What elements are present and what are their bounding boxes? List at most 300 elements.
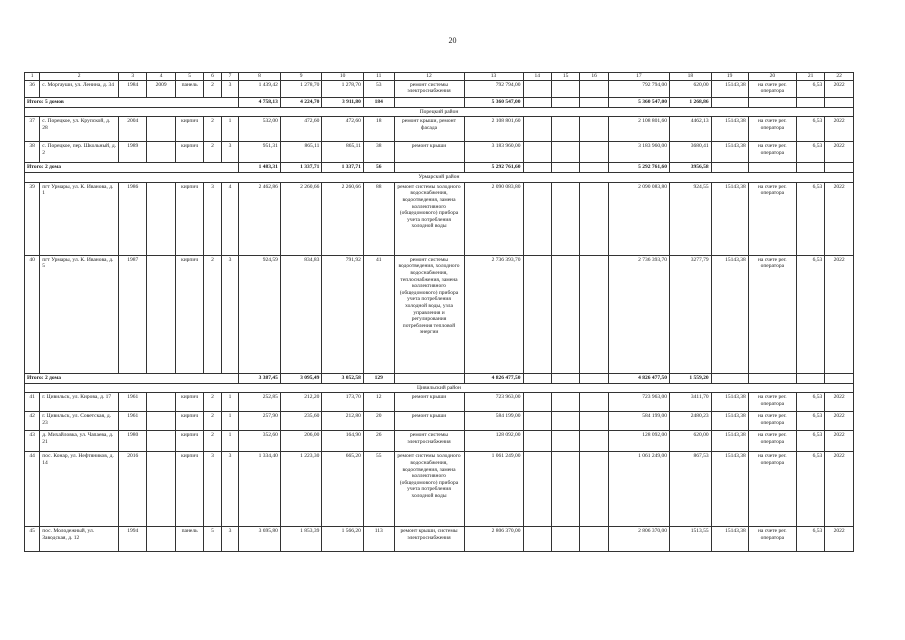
table-cell: 1	[221, 117, 238, 142]
table-cell: 6,53	[796, 431, 824, 452]
district-row	[25, 173, 854, 183]
table-cell: 55	[363, 452, 394, 527]
table-cell: 1513,55	[670, 527, 712, 552]
table-cell: 2022	[825, 142, 854, 163]
table-cell	[147, 412, 175, 431]
table-cell: 252,85	[239, 393, 281, 412]
table-cell: 2 736 393,70	[608, 255, 669, 373]
table-cell: 1987	[119, 255, 147, 373]
table-cell: 3956,58	[670, 163, 712, 173]
table-cell: 128 092,00	[464, 431, 523, 452]
table-cell	[825, 97, 854, 107]
table-cell: ремонт крыши	[394, 412, 464, 431]
table-cell: 4 826 477,50	[464, 373, 523, 383]
table-cell: 37	[25, 117, 40, 142]
table-cell	[523, 255, 551, 373]
table-cell: 5 360 547,00	[464, 97, 523, 107]
table-cell: 3	[221, 142, 238, 163]
table-cell: 45	[25, 527, 40, 552]
table-cell: пгт Урмары, ул. К. Иванова, д. 1	[40, 182, 119, 255]
table-cell: 41	[25, 393, 40, 412]
table-row	[25, 412, 854, 431]
table-cell	[147, 142, 175, 163]
table-cell	[394, 373, 464, 383]
table-cell: 3 911,80	[322, 97, 364, 107]
table-cell	[580, 163, 608, 173]
table-cell: 43	[25, 431, 40, 452]
table-cell: 2	[204, 255, 221, 373]
table-cell: на счете рег. оператора	[748, 527, 796, 552]
table-cell: 3 095,49	[280, 373, 322, 383]
table-cell: на счете рег. оператора	[748, 117, 796, 142]
table-cell: 38	[363, 142, 394, 163]
table-cell: 2022	[825, 452, 854, 527]
table-cell: кирпич	[175, 393, 203, 412]
table-cell: 41	[363, 255, 394, 373]
table-cell: 2009	[147, 80, 175, 97]
table-cell: Цивильский район	[25, 383, 854, 393]
table-cell: 2016	[119, 452, 147, 527]
table-cell	[551, 97, 579, 107]
table-cell: 1 223,30	[280, 452, 322, 527]
table-cell: 9	[280, 73, 322, 81]
table-body	[25, 73, 854, 552]
table-cell: 20	[748, 73, 796, 81]
table-cell: 2022	[825, 412, 854, 431]
table-cell	[147, 452, 175, 527]
table-cell: 36	[25, 80, 40, 97]
table-cell: ремонт крыши	[394, 142, 464, 163]
table-cell: Итого: 5 домов	[25, 97, 239, 107]
table-cell: 2 806 370,00	[608, 527, 669, 552]
table-cell: 14	[523, 73, 551, 81]
table-row	[25, 80, 854, 97]
table-cell: 2 108 801,60	[464, 117, 523, 142]
table-cell: 6,53	[796, 527, 824, 552]
table-cell: кирпич	[175, 452, 203, 527]
table-cell: на счете рег. оператора	[748, 182, 796, 255]
table-cell: 1	[221, 412, 238, 431]
table-cell	[523, 527, 551, 552]
table-cell: 113	[363, 527, 394, 552]
table-cell	[147, 527, 175, 552]
table-cell: 2	[204, 80, 221, 97]
page-number: 20	[448, 36, 457, 45]
table-row	[25, 393, 854, 412]
table-cell: 39	[25, 182, 40, 255]
table-cell: кирпич	[175, 412, 203, 431]
table-cell: 15143,38	[711, 117, 748, 142]
table-cell: кирпич	[175, 255, 203, 373]
table-cell	[523, 97, 551, 107]
table-cell: ремонт крыши, ремонт фасада	[394, 117, 464, 142]
table-cell: 6,53	[796, 182, 824, 255]
table-cell: 3	[221, 527, 238, 552]
table-cell: 472,60	[322, 117, 364, 142]
table-cell: 20	[363, 412, 394, 431]
table-cell: 2	[204, 142, 221, 163]
table-cell: 12	[394, 73, 464, 81]
table-cell: 56	[363, 163, 394, 173]
table-cell	[551, 373, 579, 383]
table-cell: 2 090 083,80	[464, 182, 523, 255]
table-cell: 184	[363, 97, 394, 107]
table-cell: 584 199,00	[608, 412, 669, 431]
table-cell	[580, 255, 608, 373]
table-cell	[796, 373, 824, 383]
table-cell: 665,20	[322, 452, 364, 527]
table-cell: 1 278,70	[280, 80, 322, 97]
table-cell: 951,31	[239, 142, 281, 163]
table-cell	[523, 182, 551, 255]
table-row	[25, 431, 854, 452]
table-cell: 15143,38	[711, 255, 748, 373]
table-cell: 128 092,00	[608, 431, 669, 452]
table-cell	[523, 142, 551, 163]
table-cell: 3277,79	[670, 255, 712, 373]
table-cell: 2	[204, 431, 221, 452]
table-cell: 792 794,00	[464, 80, 523, 97]
table-cell: 1 853,39	[280, 527, 322, 552]
table-cell: пос. Конар, ул. Нефтяников, д. 14	[40, 452, 119, 527]
table-cell	[711, 373, 748, 383]
table-cell: 6,53	[796, 80, 824, 97]
table-cell	[580, 373, 608, 383]
table-cell: 2480,23	[670, 412, 712, 431]
table-cell: 3 387,45	[239, 373, 281, 383]
table-cell: 1 559,20	[670, 373, 712, 383]
table-cell: 5	[175, 73, 203, 81]
table-cell: 584 199,00	[464, 412, 523, 431]
table-cell: 2	[204, 412, 221, 431]
table-cell: 3411,70	[670, 393, 712, 412]
table-cell	[551, 163, 579, 173]
table-cell: 792 794,00	[608, 80, 669, 97]
table-cell	[796, 97, 824, 107]
table-cell: 1 483,31	[239, 163, 281, 173]
table-cell: 4	[221, 182, 238, 255]
table-cell: на счете рег. оператора	[748, 255, 796, 373]
table-cell	[580, 412, 608, 431]
table-cell: 723 963,00	[464, 393, 523, 412]
table-cell	[523, 80, 551, 97]
table-cell	[580, 431, 608, 452]
table-cell: с. Порецкое, ул. Крупской, д. 28	[40, 117, 119, 142]
table-cell: 2 260,66	[280, 182, 322, 255]
table-cell	[551, 452, 579, 527]
table-cell: Итого: 2 дома	[25, 373, 239, 383]
table-cell: 1 337,71	[280, 163, 322, 173]
table-cell: г. Цивильск, ул. Кирова, д. 17	[40, 393, 119, 412]
table-cell	[551, 393, 579, 412]
table-cell: ремонт системы электроснабжения	[394, 431, 464, 452]
table-cell: 3 183 960,00	[464, 142, 523, 163]
table-cell	[580, 142, 608, 163]
table-cell: 2022	[825, 431, 854, 452]
table-cell: 2022	[825, 182, 854, 255]
table-cell: 173,70	[322, 393, 364, 412]
table-cell: 3	[221, 80, 238, 97]
table-cell: кирпич	[175, 182, 203, 255]
table-cell: 1 061 249,00	[464, 452, 523, 527]
table-cell: 6,53	[796, 117, 824, 142]
table-cell: 1961	[119, 412, 147, 431]
table-cell: 257,90	[239, 412, 281, 431]
table-cell	[147, 393, 175, 412]
table-cell: 15	[551, 73, 579, 81]
table-cell: 2 260,66	[322, 182, 364, 255]
table-cell: 1961	[119, 393, 147, 412]
table-cell: 16	[580, 73, 608, 81]
table-cell: 2 462,86	[239, 182, 281, 255]
table-cell: 3680,41	[670, 142, 712, 163]
table-row	[25, 117, 854, 142]
table-cell: 865,11	[322, 142, 364, 163]
table-cell	[523, 452, 551, 527]
table-cell: 88	[363, 182, 394, 255]
table-cell: 6,53	[796, 255, 824, 373]
table-cell	[523, 373, 551, 383]
table-cell: 18	[363, 117, 394, 142]
table-cell: 924,55	[670, 182, 712, 255]
table-cell: д. Михайловка, ул. Чапаева, д. 21	[40, 431, 119, 452]
table-cell: пос. Молодежный, ул. Заводская, д. 12	[40, 527, 119, 552]
table-cell: 1986	[119, 182, 147, 255]
table-cell: 40	[25, 255, 40, 373]
table-cell: 15143,38	[711, 393, 748, 412]
table-cell: 4 758,13	[239, 97, 281, 107]
table-cell	[580, 80, 608, 97]
table-cell: 5 360 547,00	[608, 97, 669, 107]
table-cell: 212,80	[322, 412, 364, 431]
table-cell: 13	[464, 73, 523, 81]
table-cell: 2	[40, 73, 119, 81]
table-cell: ремонт системы электроснабжения	[394, 80, 464, 97]
table-cell: с. Порецкое, пер. Школьный, д. 2	[40, 142, 119, 163]
table-cell: 26	[363, 431, 394, 452]
table-cell: 1 334,40	[239, 452, 281, 527]
table-cell	[711, 97, 748, 107]
table-cell	[825, 373, 854, 383]
table-cell: 3 183 960,00	[608, 142, 669, 163]
table-cell	[796, 163, 824, 173]
district-row	[25, 383, 854, 393]
table-cell	[394, 97, 464, 107]
table-cell: 1	[221, 393, 238, 412]
table-cell: 5	[204, 527, 221, 552]
table-cell	[147, 431, 175, 452]
table-cell: 8	[239, 73, 281, 81]
table-cell: 3	[204, 182, 221, 255]
district-row	[25, 107, 854, 117]
table-cell: ремонт крыши, системы электроснабжения	[394, 527, 464, 552]
table-cell: 22	[825, 73, 854, 81]
table-cell: 3 052,58	[322, 373, 364, 383]
table-cell: 1 268,86	[670, 97, 712, 107]
table-cell: 1989	[119, 142, 147, 163]
table-cell: Урмарский район	[25, 173, 854, 183]
header-row	[25, 73, 854, 81]
table-cell: 791,92	[322, 255, 364, 373]
table-cell: 15143,38	[711, 412, 748, 431]
table-cell: 1984	[119, 80, 147, 97]
table-cell	[394, 163, 464, 173]
table-cell: 2 736 393,70	[464, 255, 523, 373]
table-cell: 2 090 083,80	[608, 182, 669, 255]
table-cell	[523, 431, 551, 452]
table-cell: 2	[204, 117, 221, 142]
table-cell: 6,53	[796, 412, 824, 431]
table-cell: 2004	[119, 117, 147, 142]
table-cell: 1994	[119, 527, 147, 552]
table-cell: на счете рег. оператора	[748, 431, 796, 452]
table-cell: 867,53	[670, 452, 712, 527]
table-cell: на счете рег. оператора	[748, 80, 796, 97]
table-cell	[523, 117, 551, 142]
table-cell: 620,00	[670, 431, 712, 452]
table-row	[25, 527, 854, 552]
table-cell: 19	[711, 73, 748, 81]
table-cell: 38	[25, 142, 40, 163]
table-cell	[580, 527, 608, 552]
table-cell	[147, 117, 175, 142]
table-cell: 129	[363, 373, 394, 383]
total-row	[25, 163, 854, 173]
table-cell: 2022	[825, 80, 854, 97]
table-cell	[551, 255, 579, 373]
table-cell: 6,53	[796, 452, 824, 527]
table-row	[25, 142, 854, 163]
table-cell: 12	[363, 393, 394, 412]
table-cell: 1	[25, 73, 40, 81]
table-cell	[551, 80, 579, 97]
table-cell: 164,90	[322, 431, 364, 452]
table-cell	[147, 182, 175, 255]
table-cell: 10	[322, 73, 364, 81]
table-cell: 723 963,00	[608, 393, 669, 412]
table-cell: ремонт системы холодного водоснабжения, водоотведения, замена коллективного (общедомового) прибора учета потребления холодной воды	[394, 182, 464, 255]
table-cell: 532,00	[239, 117, 281, 142]
table-cell	[551, 412, 579, 431]
table-cell: 3	[221, 452, 238, 527]
table-cell: 235,60	[280, 412, 322, 431]
table-cell: 2022	[825, 527, 854, 552]
table-cell: пгт Урмары, ул. К. Иванова, д. 5	[40, 255, 119, 373]
table-cell: 1	[221, 431, 238, 452]
table-cell: 3	[221, 255, 238, 373]
table-cell: 18	[670, 73, 712, 81]
table-cell: 5 292 761,60	[608, 163, 669, 173]
table-cell	[580, 182, 608, 255]
table-cell: Итого: 2 дома	[25, 163, 239, 173]
table-cell: 3 695,80	[239, 527, 281, 552]
table-cell: кирпич	[175, 117, 203, 142]
table-cell: на счете рег. оператора	[748, 452, 796, 527]
table-cell	[551, 431, 579, 452]
table-cell	[551, 182, 579, 255]
table-cell: 212,20	[280, 393, 322, 412]
table-cell: кирпич	[175, 142, 203, 163]
table-cell	[523, 163, 551, 173]
table-cell: 15143,38	[711, 80, 748, 97]
table-cell: 3	[119, 73, 147, 81]
table-cell: 924,59	[239, 255, 281, 373]
table-cell: 2 108 801,60	[608, 117, 669, 142]
table-cell	[580, 117, 608, 142]
table-cell: 1 566,20	[322, 527, 364, 552]
table-cell: Порецкий район	[25, 107, 854, 117]
table-cell: кирпич	[175, 431, 203, 452]
table-cell: 4 224,70	[280, 97, 322, 107]
table-cell: 2022	[825, 117, 854, 142]
table-cell: 17	[608, 73, 669, 81]
table-cell: 7	[221, 73, 238, 81]
table-cell: 6	[204, 73, 221, 81]
table-cell: 15143,38	[711, 182, 748, 255]
table-cell: с. Моргауши, ул. Ленина, д. 34	[40, 80, 119, 97]
table-cell: 2022	[825, 255, 854, 373]
table-cell: 5 292 761,60	[464, 163, 523, 173]
table-cell: панель	[175, 80, 203, 97]
table-cell: 2022	[825, 393, 854, 412]
table-cell: на счете рег. оператора	[748, 142, 796, 163]
table-cell: 4	[147, 73, 175, 81]
table-cell	[748, 97, 796, 107]
table-row	[25, 182, 854, 255]
table-cell	[551, 142, 579, 163]
table-cell: 15143,38	[711, 431, 748, 452]
table-cell	[580, 97, 608, 107]
table-cell	[523, 412, 551, 431]
table-cell: 865,11	[280, 142, 322, 163]
table-cell	[551, 527, 579, 552]
table-cell: 4462,13	[670, 117, 712, 142]
table-cell: 1 278,70	[322, 80, 364, 97]
table-cell: 53	[363, 80, 394, 97]
table-cell: 206,00	[280, 431, 322, 452]
table-cell: 352,60	[239, 431, 281, 452]
table-cell: 11	[363, 73, 394, 81]
table-cell: 21	[796, 73, 824, 81]
table-cell: ремонт системы холодного водоснабжения, водоотведения, замена коллективного (общедомового) прибора учета потребления холодной воды	[394, 452, 464, 527]
table-cell	[748, 163, 796, 173]
table-cell: 2 806 370,00	[464, 527, 523, 552]
table-cell: 2	[204, 393, 221, 412]
table-cell: ремонт крыши	[394, 393, 464, 412]
table-cell	[580, 452, 608, 527]
table-cell: 1 439,42	[239, 80, 281, 97]
table-cell	[825, 163, 854, 173]
table-cell: 42	[25, 412, 40, 431]
table-cell	[580, 393, 608, 412]
table-cell: 15143,38	[711, 142, 748, 163]
table-cell: 472,60	[280, 117, 322, 142]
table-cell: 620,00	[670, 80, 712, 97]
table-cell: 4 826 477,50	[608, 373, 669, 383]
table-cell	[711, 163, 748, 173]
table-cell: ремонт системы водоотведения, холодного водоснабжения, теплоснабжения, замена коллективного (общедомового) прибора учета потребления холодной воды, узла управления и регулирования потребления тепловой энергии	[394, 255, 464, 373]
total-row	[25, 97, 854, 107]
table-cell: 1980	[119, 431, 147, 452]
table-row	[25, 255, 854, 373]
table-cell: панель	[175, 527, 203, 552]
table-cell	[551, 117, 579, 142]
table-cell	[147, 255, 175, 373]
table-cell	[523, 393, 551, 412]
table-cell: 1 337,71	[322, 163, 364, 173]
table-cell: 6,53	[796, 142, 824, 163]
table-cell: на счете рег. оператора	[748, 393, 796, 412]
